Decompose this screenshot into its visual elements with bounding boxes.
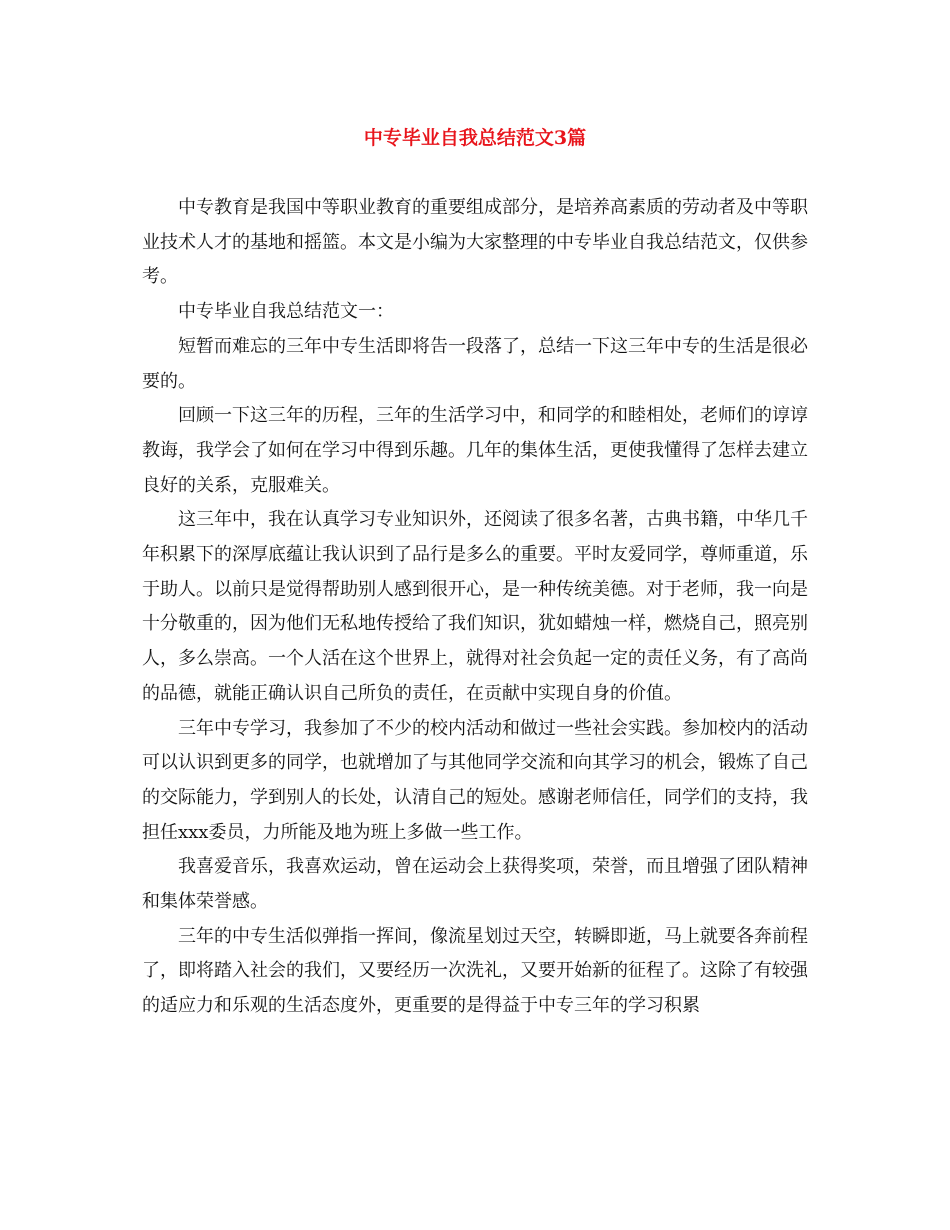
paragraph: 三年的中专生活似弹指一挥间，像流星划过天空，转瞬即逝，马上就要各奔前程了，即将踏入社会的我们，又要经历一次洗礼，又要开始新的征程了。这除了有较强的适应力和乐观的生活态度外，更重要的是得益于中专三年的学习积累	[142, 925, 808, 1017]
paragraph-section-heading: 中专毕业自我总结范文一：	[178, 301, 394, 323]
document-title: 中专毕业自我总结范文3篇	[363, 127, 587, 149]
document-body	[142, 191, 808, 1024]
paragraph-intro: 中专教育是我国中等职业教育的重要组成部分，是培养高素质的劳动者及中等职业技术人才的基地和摇篮。本文是小编为大家整理的中专毕业自我总结范文，仅供参考。	[142, 197, 808, 288]
paragraph: 三年中专学习，我参加了不少的校内活动和做过一些社会实践。参加校内的活动可以认识到更多的同学，也就增加了与其他同学交流和向其学习的机会，锻炼了自己的交际能力，学到别人的长处，认清自己的短处。感谢老师信任，同学们的支持，我担任xxx委员，力所能及地为班上多做一些工作。	[142, 717, 808, 843]
paragraph: 这三年中，我在认真学习专业知识外，还阅读了很多名著，古典书籍，中华几千年积累下的深厚底蕴让我认识到了品行是多么的重要。平时友爱同学，尊师重道，乐于助人。以前只是觉得帮助别人感到很开心，是一种传统美德。对于老师，我一向是十分敬重的，因为他们无私地传授给了我们知识，犹如蜡烛一样，燃烧自己，照亮别人，多么崇高。一个人活在这个世界上，就得对社会负起一定的责任义务，有了高尚的品德，就能正确认识自己所负的责任，在贡献中实现自身的价值。	[142, 509, 808, 704]
paragraph: 回顾一下这三年的历程，三年的生活学习中，和同学的和睦相处，老师们的谆谆教诲，我学会了如何在学习中得到乐趣。几年的集体生活，更使我懂得了怎样去建立良好的关系，克服难关。	[142, 405, 808, 496]
paragraph: 我喜爱音乐，我喜欢运动，曾在运动会上获得奖项，荣誉，而且增强了团队精神和集体荣誉感。	[142, 856, 808, 913]
paragraph: 短暂而难忘的三年中专生活即将告一段落了，总结一下这三年中专的生活是很必要的。	[142, 335, 808, 392]
